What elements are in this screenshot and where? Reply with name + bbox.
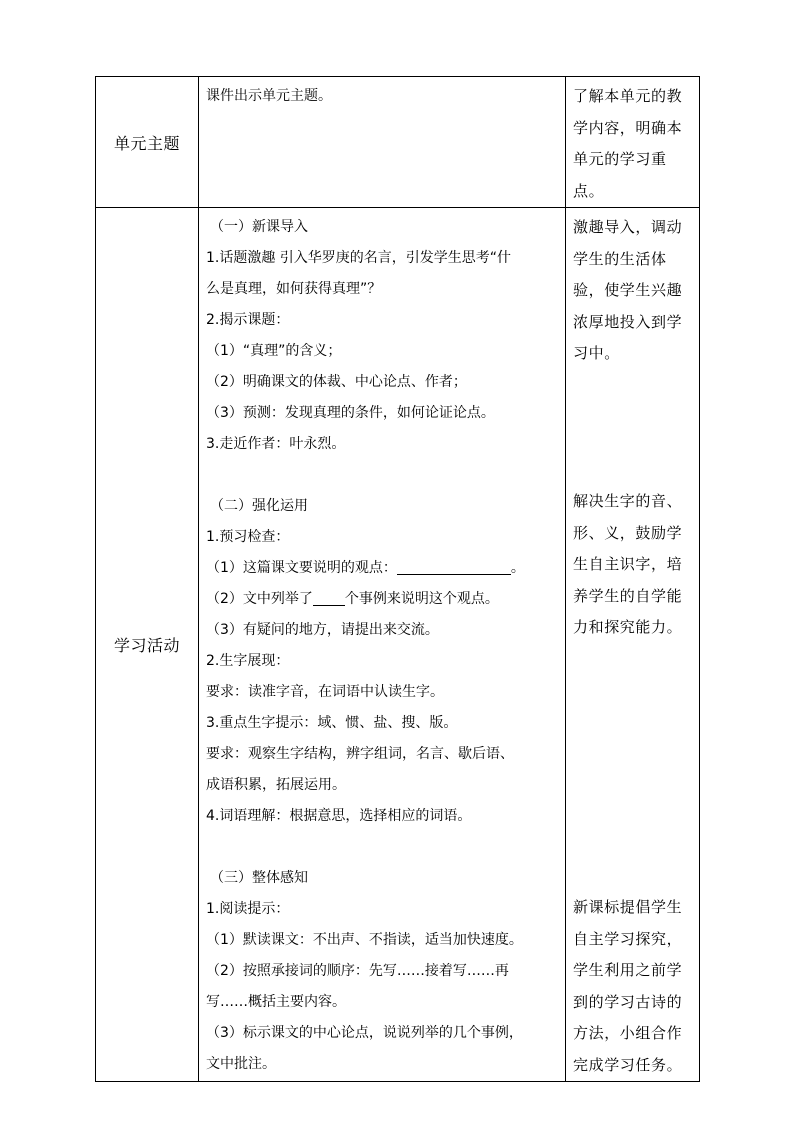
practice-item-3-requirement-a: 要求：观察生字结构，辨字组词，名言、歇后语、 xyxy=(206,746,514,762)
learning-activities-content xyxy=(199,208,566,1082)
practice-item-1-3: （3）有疑问的地方，请提出来交流。 xyxy=(206,622,439,638)
practice-item-1-1-prefix: （1）这篇课文要说明的观点： xyxy=(206,560,397,576)
unit-theme-text: 课件出示单元主题。 xyxy=(206,88,332,104)
unit-theme-label: 单元主题 xyxy=(96,77,199,208)
intro-item-2-1: （1）“真理”的含义； xyxy=(206,343,342,359)
unit-theme-content xyxy=(199,77,566,208)
practice-item-1-1 xyxy=(206,553,565,584)
unit-theme-note: 了解本单元的教学内容，明确本单元的学习重点。 xyxy=(566,77,700,208)
practice-item-3: 3.重点生字提示：域、惯、盐、搜、版。 xyxy=(206,715,458,731)
practice-item-1-2-suffix: 个事例来说明这个观点。 xyxy=(344,591,499,607)
practice-item-2-requirement: 要求：读准字音，在词语中认读生字。 xyxy=(206,684,444,700)
spacer xyxy=(206,460,565,491)
overall-item-1-2a: （2）按照承接词的顺序：先写……接着写……再 xyxy=(206,963,509,979)
intro-item-2-2: （2）明确课文的体裁、中心论点、作者； xyxy=(206,374,467,390)
learning-activities-label: 学习活动 xyxy=(96,208,199,1082)
intro-item-2: 2.揭示课题： xyxy=(206,312,290,328)
intro-item-1a: 1.话题激趣 引入华罗庚的名言，引发学生思考“什 xyxy=(206,250,512,266)
note-overall: 新课标提倡学生自主学习探究，学生利用之前学到的学习古诗的方法，小组合作完成学习任务。 xyxy=(573,898,683,1074)
lesson-plan-table xyxy=(95,76,700,1082)
intro-item-3: 3.走近作者：叶永烈。 xyxy=(206,436,346,452)
section-intro-heading: （一）新课导入 xyxy=(210,219,308,235)
intro-item-2-3: （3）预测：发现真理的条件，如何论证论点。 xyxy=(206,405,495,421)
overall-item-1-2b: 写……概括主要内容。 xyxy=(206,994,346,1010)
spacer xyxy=(206,832,565,863)
overall-item-1-3a: （3）标示课文的中心论点，说说列举的几个事例， xyxy=(206,1025,523,1041)
practice-item-1-2-prefix: （2）文中列举了 xyxy=(206,591,313,607)
learning-activities-notes xyxy=(566,208,700,1082)
overall-item-1-1: （1）默读课文：不出声、不指读，适当加快速度。 xyxy=(206,932,523,948)
intro-item-1b: 么是真理，如何获得真理”？ xyxy=(206,281,382,297)
practice-item-1-2 xyxy=(206,584,565,615)
overall-item-1: 1.阅读提示： xyxy=(206,901,290,917)
note-practice: 解决生字的音、形、义，鼓励学生自主识字，培养学生的自学能力和探究能力。 xyxy=(573,492,683,636)
fill-in-blank-count[interactable] xyxy=(313,587,345,606)
practice-item-2: 2.生字展现： xyxy=(206,653,290,669)
table-row-learning-activities xyxy=(96,208,700,1082)
note-intro: 激趣导入，调动学生的生活体验，使学生兴趣浓厚地投入到学习中。 xyxy=(573,218,683,362)
table-row-unit-theme xyxy=(96,77,700,208)
practice-item-4: 4.词语理解：根据意思，选择相应的词语。 xyxy=(206,808,472,824)
practice-item-3-requirement-b: 成语积累，拓展运用。 xyxy=(206,777,346,793)
section-practice-heading: （二）强化运用 xyxy=(210,498,308,514)
practice-item-1: 1.预习检查： xyxy=(206,529,290,545)
overall-item-1-3b: 文中批注。 xyxy=(206,1056,276,1072)
section-overall-heading: （三）整体感知 xyxy=(210,870,308,886)
fill-in-blank-viewpoint[interactable] xyxy=(397,556,511,575)
practice-item-1-1-suffix: 。 xyxy=(510,560,525,576)
